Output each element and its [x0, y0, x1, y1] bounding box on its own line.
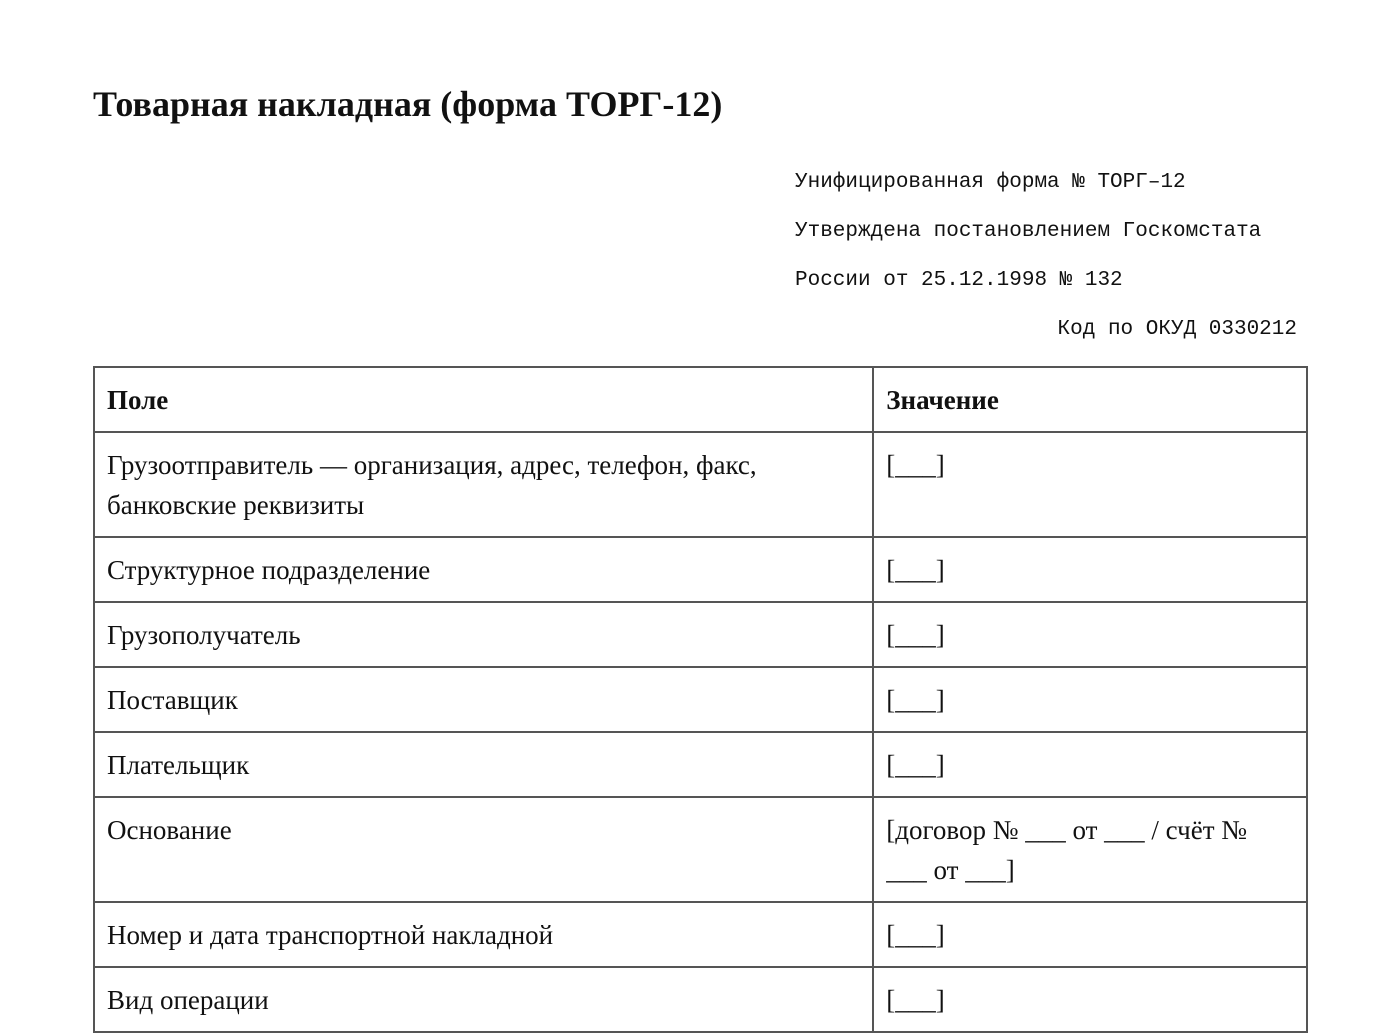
field-value-consignee[interactable]: [___] — [873, 602, 1307, 667]
table-row — [94, 667, 1307, 732]
field-value-operation-type[interactable]: [___] — [873, 967, 1307, 1032]
field-value-consignor[interactable]: [___] — [873, 432, 1307, 537]
document-title: Товарная накладная (форма ТОРГ-12) — [93, 84, 723, 124]
table-row — [94, 967, 1307, 1032]
form-header-line-approved: Утверждена постановлением Госкомстата — [795, 220, 1262, 243]
field-label-payer: Плательщик — [94, 732, 873, 797]
form-header-line-unified: Унифицированная форма № ТОРГ–12 — [795, 171, 1186, 194]
column-header-field: Поле — [94, 367, 873, 432]
table-row — [94, 537, 1307, 602]
table-row — [94, 432, 1307, 537]
table-row — [94, 602, 1307, 667]
table-row — [94, 902, 1307, 967]
field-value-supplier[interactable]: [___] — [873, 667, 1307, 732]
form-fields-table — [93, 366, 1308, 1033]
column-header-value: Значение — [873, 367, 1307, 432]
field-value-basis[interactable]: [договор № ___ от ___ / счёт № ___ от ___] — [873, 797, 1307, 902]
field-label-division: Структурное подразделение — [94, 537, 873, 602]
field-label-operation-type: Вид операции — [94, 967, 873, 1032]
table-row — [94, 797, 1307, 902]
form-header-line-decree: России от 25.12.1998 № 132 — [795, 269, 1123, 292]
field-value-transport-waybill[interactable]: [___] — [873, 902, 1307, 967]
form-header-block — [795, 165, 1297, 348]
field-value-payer[interactable]: [___] — [873, 732, 1307, 797]
field-label-consignor: Грузоотправитель — организация, адрес, телефон, факс, банковские реквизиты — [94, 432, 873, 537]
field-label-basis: Основание — [94, 797, 873, 902]
field-label-consignee: Грузополучатель — [94, 602, 873, 667]
field-value-division[interactable]: [___] — [873, 537, 1307, 602]
field-label-transport-waybill: Номер и дата транспортной накладной — [94, 902, 873, 967]
okud-code: Код по ОКУД 0330212 — [1057, 318, 1297, 341]
table-header-row — [94, 367, 1307, 432]
field-label-supplier: Поставщик — [94, 667, 873, 732]
table-row — [94, 732, 1307, 797]
